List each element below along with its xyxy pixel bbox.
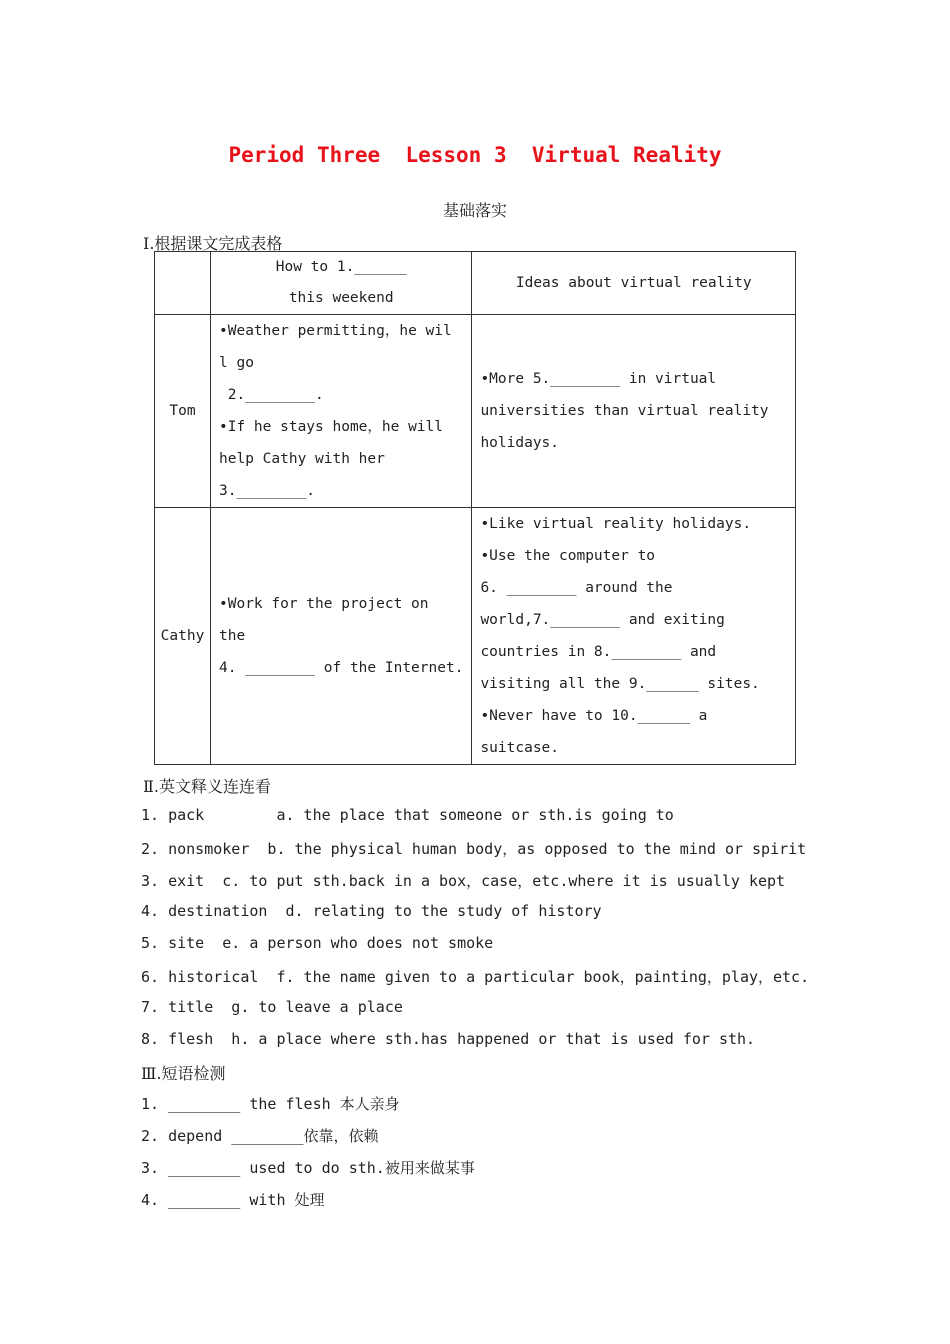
cell-line: 2.________.	[219, 387, 324, 403]
list-item: 6. historical f. the name given to a particular book，painting，play，etc.	[141, 968, 810, 986]
section1-heading: Ⅰ.根据课文完成表格	[143, 234, 283, 253]
row-tom-col1	[211, 315, 472, 508]
cell-line: l go	[219, 355, 254, 371]
cell-line: the	[219, 628, 246, 644]
cell-line: •Never have to 10.______ a	[480, 708, 708, 724]
list-item: 3. ________ used to do sth.被用来做某事	[141, 1159, 475, 1177]
list-item: 1. pack a. the place that someone or sth.is going to	[141, 806, 674, 824]
cell-line: world,7.________ and exiting	[480, 612, 725, 628]
section2-heading: Ⅱ.英文释义连连看	[143, 777, 271, 796]
header-col1-line2: this weekend	[288, 290, 394, 306]
row-cathy-col1	[211, 508, 472, 765]
cell-line: •If he stays home，he will	[219, 419, 444, 435]
list-item: 4. destination d. relating to the study of history	[141, 902, 602, 920]
cell-line: 4. ________ of the Internet.	[219, 660, 464, 676]
table-row-cathy	[155, 508, 796, 765]
cell-line: universities than virtual reality	[480, 403, 769, 419]
cell-line: •Weather permitting，he wil	[219, 323, 452, 339]
table-row-tom	[155, 315, 796, 508]
row-name: Tom	[155, 315, 211, 508]
table-corner-cell	[155, 252, 211, 315]
row-tom-col2	[472, 315, 796, 508]
list-item: 5. site e. a person who does not smoke	[141, 934, 494, 952]
cell-line: •Use the computer to	[480, 548, 656, 564]
list-item: 8. flesh h. a place where sth.has happened or that is used for sth.	[141, 1030, 756, 1048]
cell-line: visiting all the 9.______ sites.	[480, 676, 760, 692]
cell-line: countries in 8.________ and	[480, 644, 717, 660]
cell-line: help Cathy with her	[219, 451, 385, 467]
cell-line: •Like virtual reality holidays.	[480, 516, 752, 532]
list-item: 2. nonsmoker b. the physical human body，as opposed to the mind or spirit	[141, 840, 807, 858]
cell-line: suitcase.	[480, 740, 560, 756]
cell-line: holidays.	[480, 435, 560, 451]
list-item: 4. ________ with 处理	[141, 1191, 325, 1209]
list-item: 7. title g. to leave a place	[141, 998, 403, 1016]
row-cathy-col2	[472, 508, 796, 765]
table-header-col2: Ideas about virtual reality	[472, 252, 796, 315]
reading-table	[154, 251, 796, 765]
cell-line: •More 5.________ in virtual	[480, 371, 717, 387]
list-item: 1. ________ the flesh 本人亲身	[141, 1095, 400, 1113]
cell-line: 3.________.	[219, 483, 316, 499]
cell-line: 6. ________ around the	[480, 580, 673, 596]
row-name: Cathy	[155, 508, 211, 765]
header-col1-line1: How to 1.______	[275, 259, 407, 275]
list-item: 2. depend ________依靠，依赖	[141, 1127, 379, 1145]
page-title: Period Three Lesson 3 Virtual Reality	[228, 143, 722, 167]
cell-line: •Work for the project on	[219, 596, 429, 612]
table-header-col1	[211, 252, 472, 315]
page-subtitle: 基础落实	[442, 201, 507, 220]
list-item: 3. exit c. to put sth.back in a box，case，etc.where it is usually kept	[141, 872, 786, 890]
table-header-row	[155, 252, 796, 315]
section3-heading: Ⅲ.短语检测	[141, 1064, 226, 1083]
